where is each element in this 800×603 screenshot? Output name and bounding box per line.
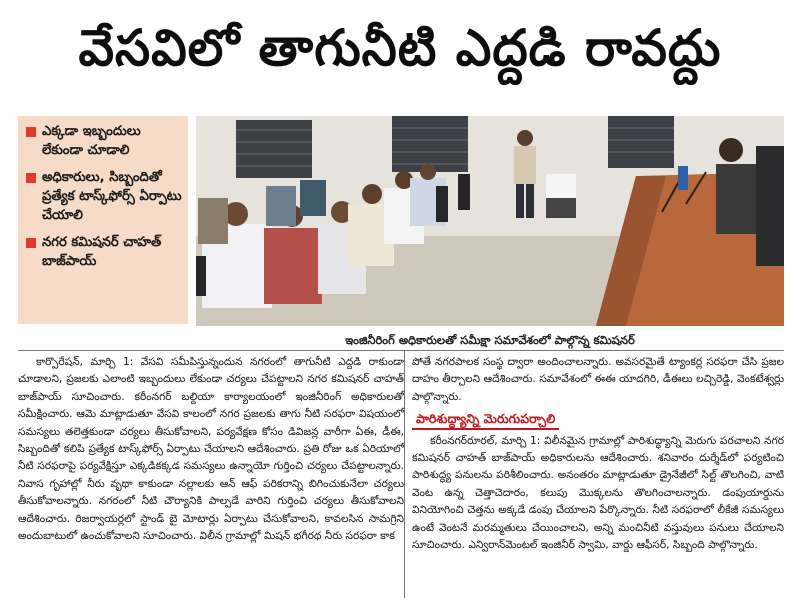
meeting-photo	[196, 116, 784, 326]
highlight-text: ఎక్కడా ఇబ్బందులు లేకుండా చూడాలి	[42, 124, 141, 158]
highlights-box	[18, 116, 188, 324]
article-column-right	[412, 354, 784, 554]
caption-rule	[18, 350, 784, 351]
bullet-square-icon	[26, 173, 36, 183]
article-body-left: కార్పొరేషన్, మార్చి 1: వేసవి సమీపిస్తున్నందున నగరంలో తాగునీటి ఎద్దడి రాకుండా చూడాలని, ప్రజలకు ఎలాంటి ఇబ్బందులు లేకుండా చర్యలు చేపట్టాలని నగర కమిషనర్ చాహత్ బాజ్‌పాయ్ సూచించారు. కరీంనగర్ బల్దియా కార్యాలయంలో ఇంజినీరింగ్ అధికారులతో సమీక్షించారు. ఆమె మాట్లాడుతూ వేసవి కాలంలో నగర ప్రజలకు తాగు నీటి సరఫరా విషయంలో సమస్యలు తలెత్తకుండా చర్యలు తీసుకోవాలని, పర్యవేక్షణ కోసం డివిజన్ల వారీగా ఏఈ, డీఈ, సిబ్బందితో కలిపి ప్రత్యేక టాస్క్‌ఫోర్స్ ఏర్పాటు చేయాలని ఆదేశించారు. ప్రతి రోజు ఒక ఏరియాలో నీటి సరఫరాపై పర్యవేక్షిస్తూ ఎక్కడికక్కడ సమస్యలు ఉన్నాయో గుర్తించి చర్యలు చేపట్టాలన్నారు. నివాస గృహాల్లో నీరు వృథా కాకుండా నల్లాలకు ఆన్ ఆఫ్ పరికరాన్ని బిగించుకునేలా చర్యలు తీసుకోవాలన్నారు. నగరంలో నీటి చౌర్యానికి పాల్పడే వారిని గుర్తించి చర్యలు తీసుకోవాలని ఆదేశించారు. రిజర్వాయర్లలో స్టాండ్ బై మోటార్లు ఏర్పాటు చేసుకోవాలని, కావలసిన సామగ్రిని అందుబాటులో ఉంచుకోవాలని సూచించారు. విలీన గ్రామాల్లో మిషన్ భగీరథ నీరు సరఫరా కాక	[18, 356, 404, 543]
headline: వేసవిలో తాగునీటి ఎద్దడి రావద్దు	[78, 18, 722, 77]
column-divider	[404, 350, 405, 598]
photo-caption: ఇంజినీరింగ్ అధికారులతో సమీక్షా సమావేశంలో పాల్గొన్న కమిషనర్	[345, 332, 635, 347]
article-body-right-1: పోతే నగరపాలక సంస్థ ద్వారా అందించాలన్నారు. అవసరమైతే ట్యాంకర్ల సరఫరా చేసి ప్రజల దాహం తీర్చాలని ఆదేశించారు. సమావేశంలో ఈఈ యాదగిరి, డీఈలు లచ్చిరెడ్డి, వెంకటేశ్వర్లు పాల్గొన్నారు.	[412, 356, 784, 403]
highlight-item	[26, 122, 182, 160]
highlight-text: నగర కమిషనర్ చాహత్ బాజ్‌పాయ్	[42, 235, 162, 269]
highlight-item	[26, 233, 182, 271]
article-body-right-2: కరీంనగర్‌రూరల్, మార్చి 1: విలీనమైన గ్రామాల్లో పారిశుద్ధ్యాన్ని మెరుగు పరచాలని నగర కమిషనర్ చాహత్ బాజ్‌పాయ్ అధికారులను ఆదేశించారు. శనివారం దుర్శేడ్‌లో పర్యటించి పారిశుద్ధ్య పనులను పరిశీలించారు. అనంతరం మాట్లాడుతూ డ్రైనేజీలో సిల్ట్ తొలగించి, వాటి వెంట ఉన్న చెత్తాచెదారం, కలుపు మొక్కలను తొలగించాలన్నారు. డంపుయార్డును వినియోగించి చెత్తను అక్కడే డంపు చేయాలని పేర్కొన్నారు. నీటి సరఫరాలో లీకేజీ సమస్యలు ఉంటే వెంటనే మరమ్మతులు చేయించాలని, అన్ని మంచినీటి వస్తువులు పనులు చేయాలని సూచించారు. ఎన్విరాన్‌మెంటల్ ఇంజినీర్ స్వామి, వార్డు ఆఫీసర్, సిబ్బంది పాల్గొన్నారు.	[412, 434, 784, 552]
highlight-item	[26, 168, 182, 225]
meeting-photo-illustration	[196, 116, 784, 326]
bullet-square-icon	[26, 238, 36, 248]
highlight-text: అధికారులు, సిబ్బందితో ప్రత్యేక టాస్క్‌ఫోర్స్ ఏర్పాటు చేయాలి	[42, 170, 182, 223]
article-column-left	[18, 354, 404, 545]
sub-heading: పారిశుద్ధ్యాన్ని మెరుగుపర్చాలి	[412, 410, 559, 429]
bullet-square-icon	[26, 127, 36, 137]
